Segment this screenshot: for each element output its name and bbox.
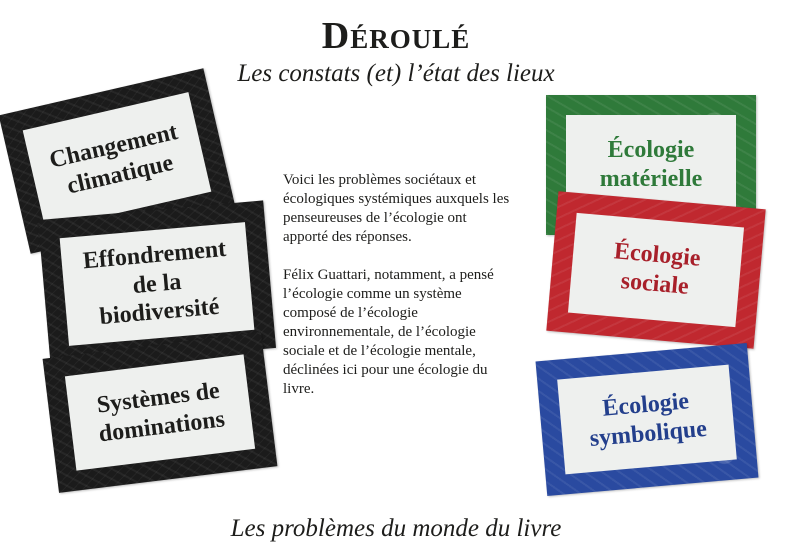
page-subtitle: Les constats (et) l’état des lieux bbox=[237, 60, 555, 87]
card-label: Effondrement de la biodiversité bbox=[60, 222, 255, 346]
section-heading-partial: Les problèmes du monde du livre bbox=[230, 515, 562, 542]
intro-paragraph-1: Voici les problèmes sociétaux et écologiques systémiques auxquels les penseureuses de l’écologie ont apporté des réponses. bbox=[283, 172, 510, 245]
intro-paragraph-2: Félix Guattari, notamment, a pensé l’écologie comme un système composé de l’écologie environnementale, de l’écologie sociale et de l’écologie mentale, déclinées ici pour une écologie du livre. bbox=[283, 267, 494, 397]
card-ecologie-sociale bbox=[546, 191, 765, 349]
card-label: Changement climatique bbox=[23, 92, 212, 230]
intro-text bbox=[283, 171, 513, 418]
card-systemes-dominations bbox=[43, 332, 278, 493]
page-title: Déroulé bbox=[321, 15, 471, 57]
card-ecologie-symbolique bbox=[536, 343, 759, 496]
card-label: Écologie symbolique bbox=[557, 365, 737, 475]
card-label: Écologie matérielle bbox=[566, 115, 736, 215]
card-label: Écologie sociale bbox=[568, 213, 744, 327]
card-label: Systèmes de dominations bbox=[65, 354, 255, 470]
